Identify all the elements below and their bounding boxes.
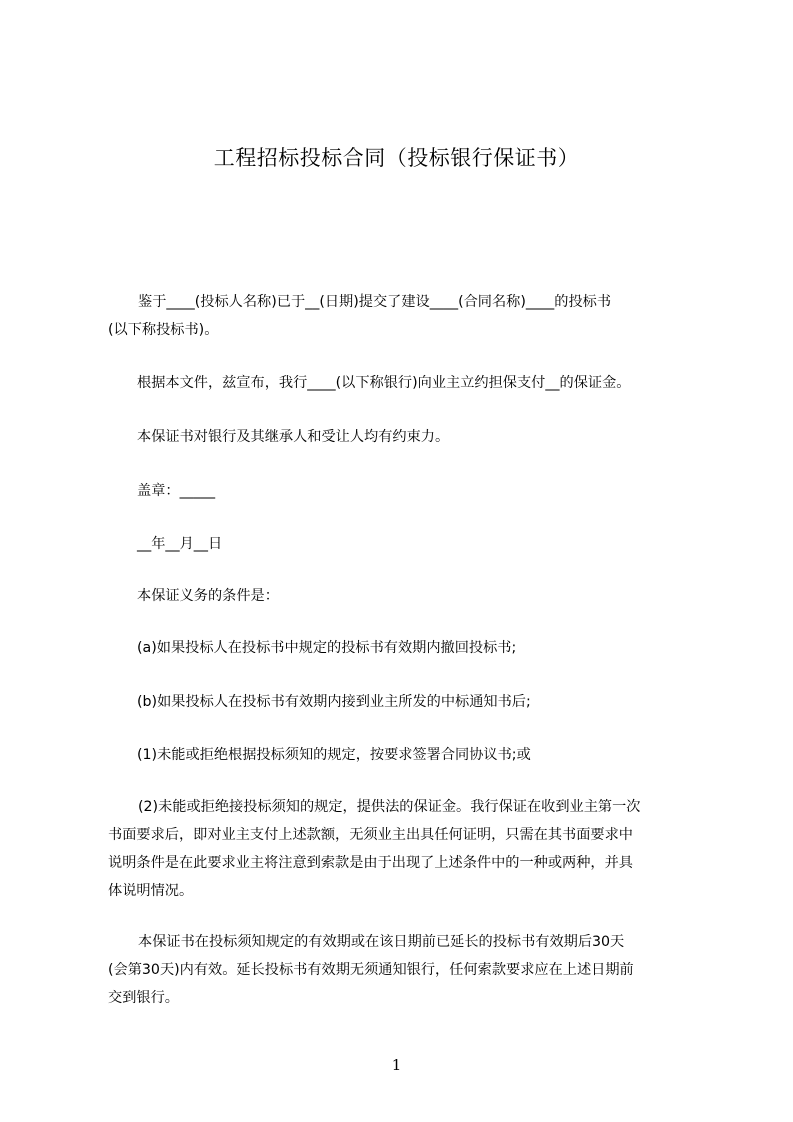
paragraph-line: __年__月__日: [137, 536, 223, 552]
paragraph-line: 本保证书在投标须知规定的有效期或在该日期前已延长的投标书有效期后30天: [138, 934, 625, 950]
paragraph-line: (以下称投标书)。: [108, 322, 219, 338]
paragraph-line: 根据本文件，兹宣布，我行____(以下称银行)向业主立约担保支付__的保证金。: [137, 375, 631, 391]
paragraph-bid-submission: [108, 288, 698, 344]
paragraph-line: 本保证义务的条件是：: [137, 588, 279, 604]
document-title: 工程招标投标合同（投标银行保证书）: [213, 146, 580, 170]
paragraph-line: (2)未能或拒绝接投标须知的规定，提供法的保证金。我行保证在收到业主第一次: [138, 799, 641, 815]
seal-line: [108, 477, 698, 505]
paragraph-guarantee-declaration: [108, 369, 698, 397]
paragraph-line: 说明条件是在此要求业主将注意到索款是由于出现了上述条件中的一种或两种，并具: [108, 855, 633, 871]
paragraph-line: 书面要求后，即对业主支付上述款额，无须业主出具任何证明，只需在其书面要求中: [108, 827, 633, 843]
condition-2: [108, 793, 698, 905]
paragraph-line: (1)未能或拒绝根据投标须知的规定，按要求签署合同协议书;或: [137, 747, 531, 763]
paragraph-conditions-intro: [108, 582, 698, 610]
date-line: [108, 530, 698, 558]
paragraph-validity-period: [108, 928, 698, 1012]
paragraph-line: (a)如果投标人在投标书中规定的投标书有效期内撤回投标书;: [137, 640, 517, 656]
condition-1: [108, 741, 698, 769]
paragraph-line: 鉴于____(投标人名称)已于__(日期)提交了建设____(合同名称)____的投标书: [138, 294, 612, 310]
paragraph-line: 体说明情况。: [108, 883, 194, 899]
condition-b: [108, 688, 698, 716]
paragraph-binding-effect: [108, 423, 698, 451]
condition-a: [108, 634, 698, 662]
paragraph-line: 本保证书对银行及其继承人和受让人均有约束力。: [137, 429, 450, 445]
paragraph-line: 交到银行。: [108, 990, 179, 1006]
paragraph-line: (b)如果投标人在投标书有效期内接到业主所发的中标通知书后;: [137, 694, 531, 710]
page-number: 1: [391, 1056, 402, 1074]
paragraph-line: 盖章：_____: [137, 483, 216, 499]
paragraph-line: (会第30天)内有效。延长投标书有效期无须通知银行，任何索款要求应在上述日期前: [108, 962, 634, 978]
